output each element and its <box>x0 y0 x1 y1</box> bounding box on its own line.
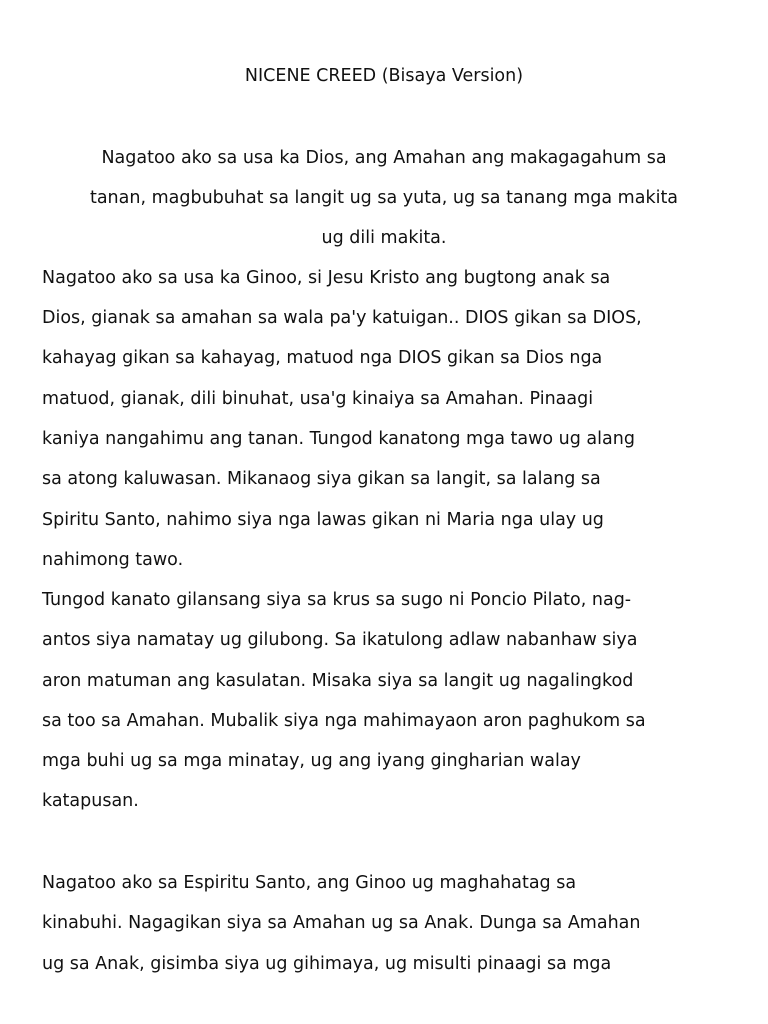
text-line: matuod, gianak, dili binuhat, usa'g kinaiya sa Amahan. Pinaagi <box>42 389 594 409</box>
text-line: mga buhi ug sa mga minatay, ug ang iyang gingharian walay <box>42 751 581 771</box>
text-line: Nagatoo ako sa usa ka Ginoo, si Jesu Kristo ang bugtong anak sa <box>42 268 611 288</box>
text-line: Nagatoo ako sa usa ka Dios, ang Amahan ang makagagahum sa <box>101 148 667 168</box>
text-line: Dios, gianak sa amahan sa wala pa'y katuigan.. DIOS gikan sa DIOS, <box>42 308 642 328</box>
text-line: nahimong tawo. <box>42 550 184 570</box>
text-line: Spiritu Santo, nahimo siya nga lawas gikan ni Maria nga ulay ug <box>42 510 604 530</box>
text-line: ug sa Anak, gisimba siya ug gihimaya, ug misulti pinaagi sa mga <box>42 954 612 974</box>
text-line: kaniya nangahimu ang tanan. Tungod kanatong mga tawo ug alang <box>42 429 635 449</box>
document-title: NICENE CREED (Bisaya Version) <box>244 66 524 86</box>
text-line: katapusan. <box>42 791 139 811</box>
text-line: tanan, magbubuhat sa langit ug sa yuta, ug sa tanang mga makita <box>89 188 679 208</box>
text-line: Tungod kanato gilansang siya sa krus sa sugo ni Poncio Pilato, nag- <box>42 590 632 610</box>
text-line: antos siya namatay ug gilubong. Sa ikatulong adlaw nabanhaw siya <box>42 630 638 650</box>
text-line: ug dili makita. <box>321 228 447 248</box>
text-line: kahayag gikan sa kahayag, matuod nga DIOS gikan sa Dios nga <box>42 348 603 368</box>
text-line: kinabuhi. Nagagikan siya sa Amahan ug sa Anak. Dunga sa Amahan <box>42 913 641 933</box>
text-line: aron matuman ang kasulatan. Misaka siya sa langit ug nagalingkod <box>42 671 634 691</box>
text-line: sa too sa Amahan. Mubalik siya nga mahimayaon aron paghukom sa <box>42 711 646 731</box>
text-line: sa atong kaluwasan. Mikanaog siya gikan sa langit, sa lalang sa <box>42 469 601 489</box>
text-line: Nagatoo ako sa Espiritu Santo, ang Ginoo ug maghahatag sa <box>42 873 577 893</box>
